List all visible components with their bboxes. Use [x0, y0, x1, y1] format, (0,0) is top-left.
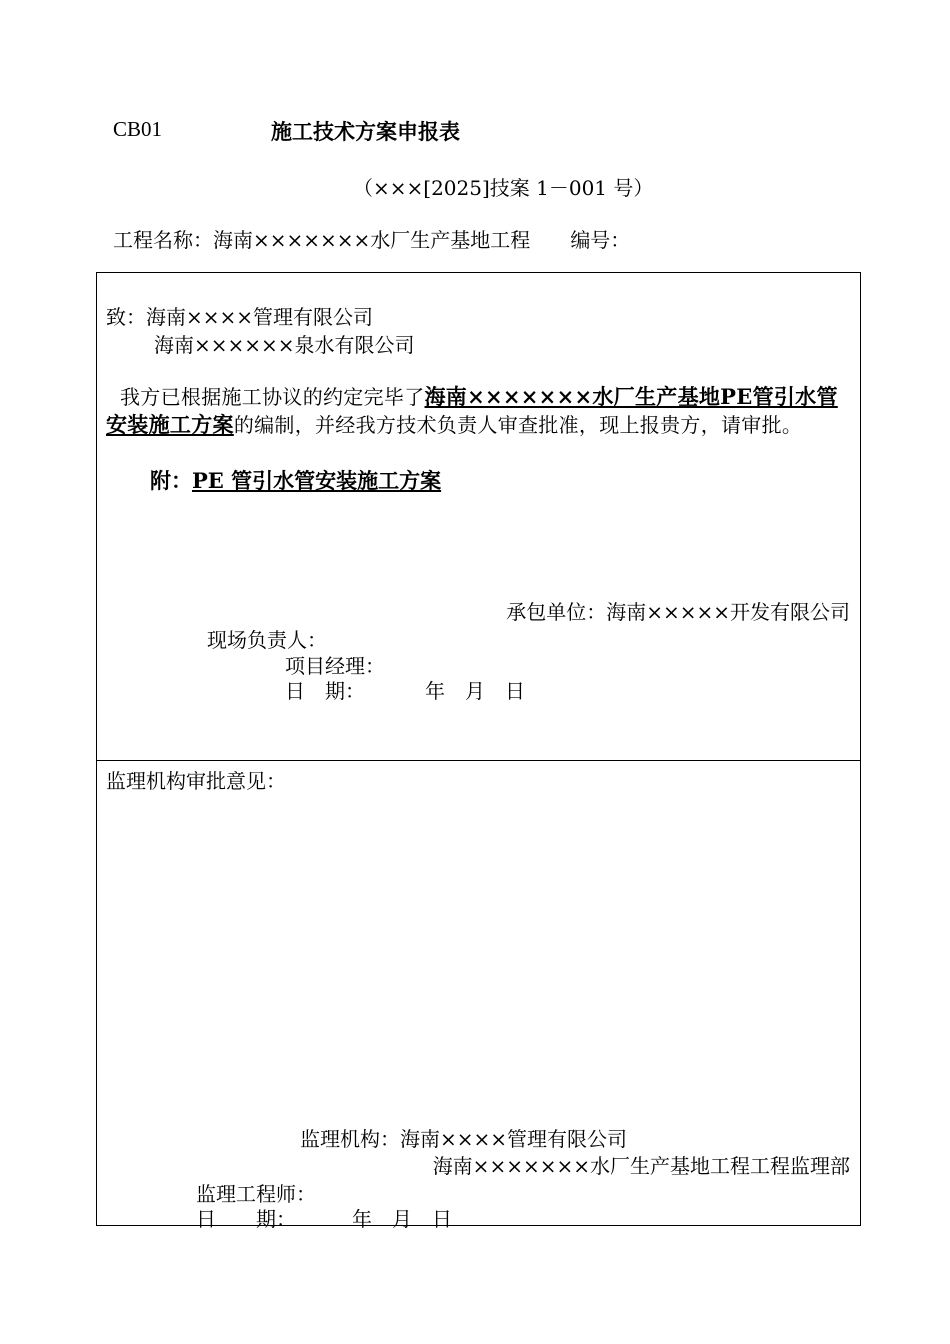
supervision-org: 监理机构：海南××××管理有限公司 [300, 1127, 628, 1151]
date-month: 月 [465, 679, 485, 703]
body-suffix: 的编制，并经我方技术负责人审查批准，现上报贵方，请审批。 [233, 413, 803, 437]
attachment-line [150, 465, 441, 495]
date-label: 日 期： [196, 1207, 296, 1231]
date-month: 月 [392, 1207, 412, 1231]
supervision-dept: 海南×××××××水厂生产基地工程工程监理部 [432, 1154, 850, 1178]
recipient-1: 致：海南××××管理有限公司 [106, 305, 374, 329]
attachment-value: PE 管引水管安装施工方案 [192, 468, 442, 493]
project-line [113, 224, 630, 253]
contractor: 承包单位：海南×××××开发有限公司 [506, 600, 850, 624]
recipient-2: 海南××××××泉水有限公司 [154, 333, 415, 357]
reference-number: （×××[2025]技案 1－001 号） [353, 176, 654, 200]
site-lead: 现场负责人： [207, 628, 327, 652]
attachment-label: 附： [150, 468, 192, 493]
submission-date [285, 675, 525, 704]
approval-date [196, 1203, 452, 1232]
plan-title: 海南×××××××水厂生产基地PE管引水管安装施工方案 [106, 384, 838, 437]
section-divider [97, 760, 860, 761]
number-label: 编号： [570, 228, 631, 252]
date-label: 日 期： [285, 679, 365, 703]
page-title: 施工技术方案申报表 [271, 119, 460, 144]
supervising-engineer: 监理工程师： [196, 1182, 316, 1206]
project-manager: 项目经理： [285, 654, 385, 678]
date-year: 年 [425, 679, 445, 703]
form-code: CB01 [113, 117, 163, 141]
date-day: 日 [505, 679, 525, 703]
date-year: 年 [352, 1207, 372, 1231]
project-name: 工程名称：海南×××××××水厂生产基地工程 [113, 228, 531, 252]
approval-opinion-label: 监理机构审批意见： [106, 769, 286, 793]
date-day: 日 [432, 1207, 452, 1231]
body-prefix: 我方已根据施工协议的约定完毕了 [120, 385, 425, 409]
submission-body [106, 383, 851, 439]
